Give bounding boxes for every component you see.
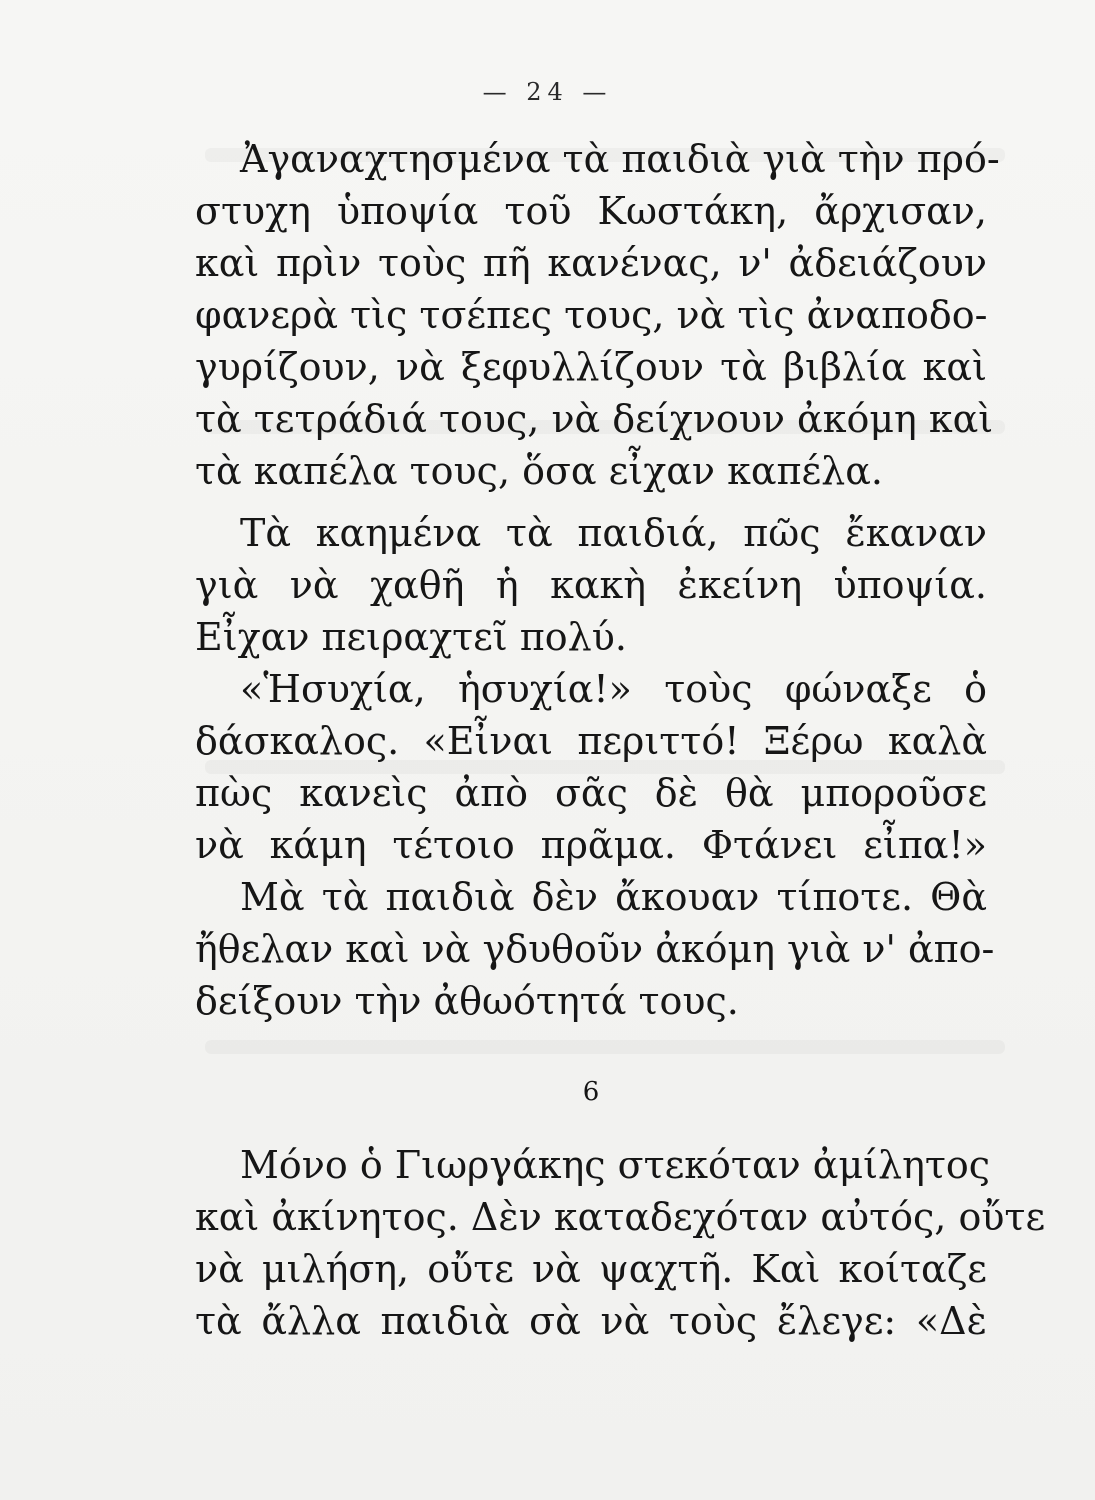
text-line: Μόνο ὁ Γιωργάκης στεκόταν ἀμίλητος <box>240 1143 991 1187</box>
text-line: τὰ καπέλα τους, ὅσα εἶχαν καπέλα. <box>195 449 884 493</box>
text-line: νὰ κάμη τέτοιο πρᾶμα. Φτάνει εἶπα!» <box>195 823 987 867</box>
section-number: 6 <box>582 1077 600 1107</box>
text-line: νὰ μιλήση, οὔτε νὰ ψαχτῆ. Καὶ κοίταζε <box>195 1247 987 1291</box>
text-line: καὶ ἀκίνητος. Δὲν καταδεχόταν αὐτός, οὔτε <box>195 1195 1046 1239</box>
show-through-shadow <box>205 1040 1005 1054</box>
text-line: γιὰ νὰ χαθῆ ἡ κακὴ ἐκείνη ὑποψία. <box>195 563 987 607</box>
text-line: τὰ τετράδιά τους, νὰ δείχνουν ἀκόμη καὶ <box>195 397 994 441</box>
text-line: Εἶχαν πειραχτεῖ πολύ. <box>195 615 627 659</box>
text-line: τὰ ἄλλα παιδιὰ σὰ νὰ τοὺς ἔλεγε: «Δὲ <box>195 1299 987 1343</box>
text-line: ἤθελαν καὶ νὰ γδυθοῦν ἀκόμη γιὰ ν' ἀπο- <box>195 927 995 971</box>
text-line: Τὰ καημένα τὰ παιδιά, πῶς ἔκαναν <box>240 511 987 555</box>
text-line: Ἀγαναχτησμένα τὰ παιδιὰ γιὰ τὴν πρό- <box>240 137 1000 181</box>
text-line: γυρίζουν, νὰ ξεφυλλίζουν τὰ βιβλία καὶ <box>195 345 987 389</box>
text-line: πὼς κανεὶς ἀπὸ σᾶς δὲ θὰ μποροῦσε <box>195 771 987 815</box>
text-line: δάσκαλος. «Εἶναι περιττό! Ξέρω καλὰ <box>195 719 987 763</box>
text-line: φανερὰ τὶς τσέπες τους, νὰ τὶς ἀναποδο- <box>195 293 988 337</box>
text-line: «Ἡσυχία, ἡσυχία!» τοὺς φώναξε ὁ <box>240 667 987 711</box>
text-line: στυχη ὑποψία τοῦ Κωστάκη, ἄρχισαν, <box>195 189 987 233</box>
text-line: Μὰ τὰ παιδιὰ δὲν ἄκουαν τίποτε. Θὰ <box>240 875 987 919</box>
text-line: καὶ πρὶν τοὺς πῆ κανένας, ν' ἀδειάζουν <box>195 241 987 285</box>
page-number: — 24 — <box>482 78 613 106</box>
text-line: δείξουν τὴν ἀθωότητά τους. <box>195 979 739 1023</box>
